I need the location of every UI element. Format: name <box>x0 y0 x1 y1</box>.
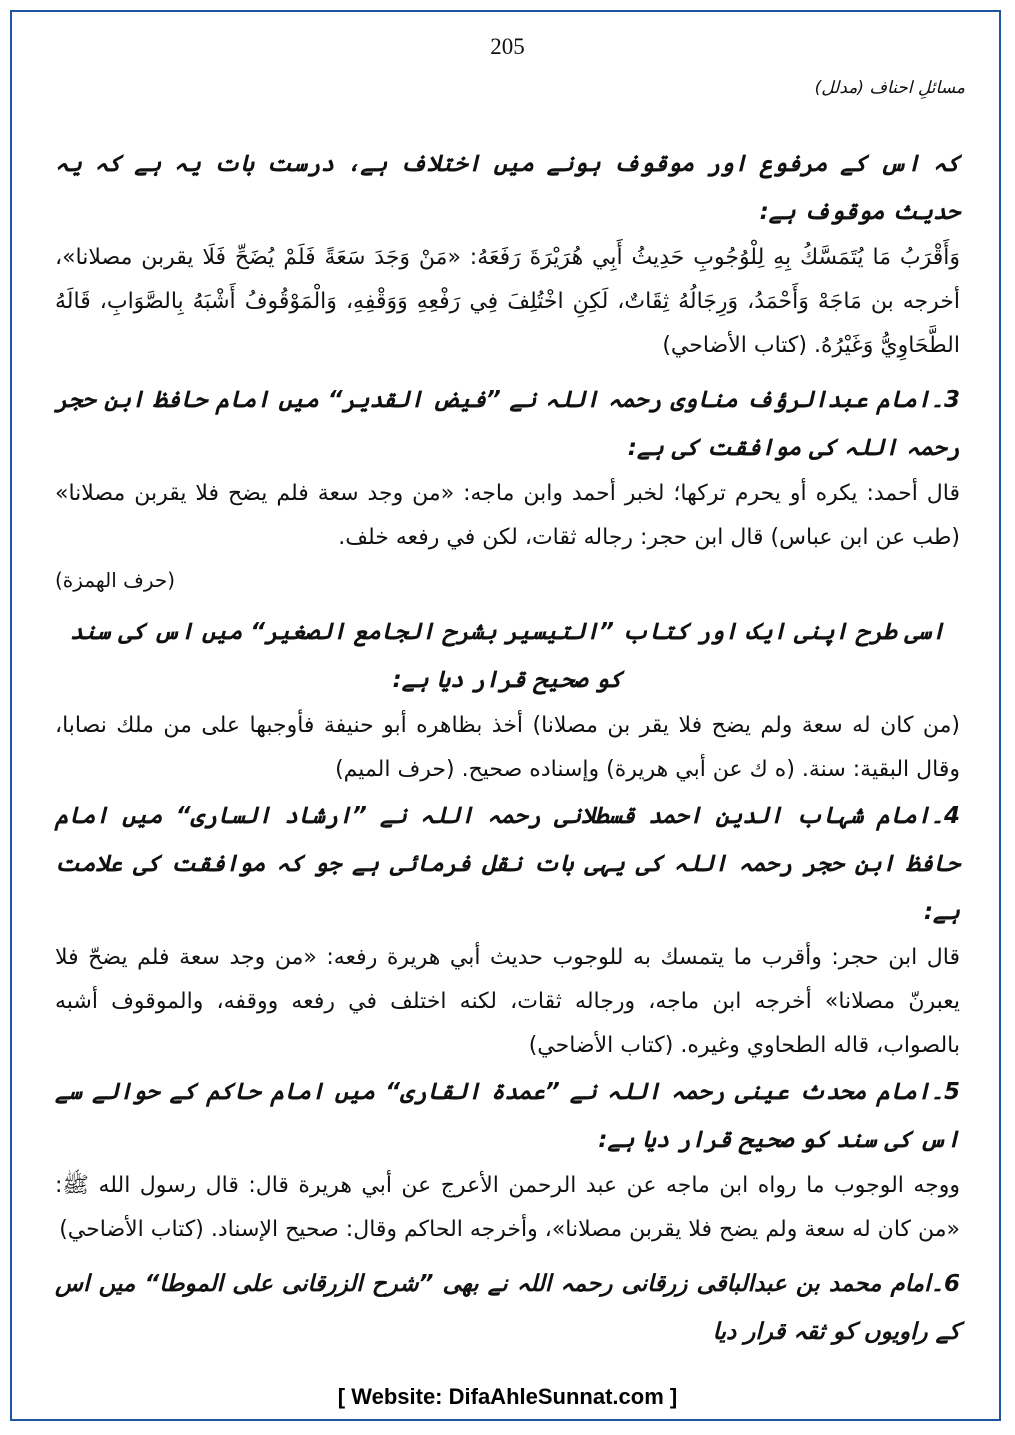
page-number: 205 <box>490 34 525 59</box>
quote-arabic-5: ووجه الوجوب ما رواه ابن ماجه عن عبد الرحمن الأعرج عن أبي هريرة قال: قال رسول الله ﷺ: «من كان له سعة ولم يضح فلا يقربن مصلانا»، وأخرجه الحاكم وقال: صحيح الإسناد. (كتاب الأضاحي) <box>55 1173 960 1242</box>
paragraph-urdu-3: اسی طرح اپنی ایک اور کتاب ”التیسیر بشرح الجامع الصغیر“ میں اس کی سند کو صحیح قرار دیا ہے: <box>70 619 945 693</box>
paragraph-urdu-5: 5۔امام محدث عینی رحمہ اللہ نے ”عمدۃ القاری“ میں امام حاکم کے حوالے سے اس کی سند کو صحیح قرار دیا ہے: <box>55 1079 960 1153</box>
reference-2: (حرف الهمزة) <box>55 568 176 592</box>
paragraph-urdu-1: کہ اس کے مرفوع اور موقوف ہونے میں اختلاف ہے، درست بات یہ ہے کہ یہ حدیث موقوف ہے: <box>55 151 960 225</box>
page-body <box>55 140 960 1356</box>
paragraph-urdu-4: 4۔امام شہاب الدین احمد قسطلانی رحمہ اللہ نے ”ارشاد الساری“ میں امام حافظ ابن حجر رحمہ اللہ کی یہی بات نقل فرمائی ہے جو کہ موافقت کی علامت ہے: <box>55 803 960 925</box>
quote-arabic-2: قال أحمد: يكره أو يحرم تركها؛ لخبر أحمد وابن ماجه: «من وجد سعة فلم يضح فلا يقربن مصلانا» (طب عن ابن عباس) قال ابن حجر: رجاله ثقات، لكن في رفعه خلف. <box>55 481 960 550</box>
running-header: مسائلِ احناف (مدلل) <box>814 78 965 98</box>
website-footer: [ Website: DifaAhleSunnat.com ] <box>337 1384 678 1409</box>
paragraph-urdu-6: 6۔امام محمد بن عبدالباقی زرقانی رحمہ اللہ نے بھی ”شرح الزرقانی علی الموطا“ میں اس کے راویوں کو ثقہ قرار دیا <box>55 1271 960 1345</box>
paragraph-urdu-2: 3۔امام عبدالرؤف مناوی رحمہ اللہ نے ”فیض القدیر“ میں امام حافظ ابن حجر رحمہ اللہ کی موافقت کی ہے: <box>55 387 960 461</box>
quote-arabic-1: وَأَقْرَبُ مَا يُتَمَسَّكُ بِهِ لِلْوُجُوبِ حَدِيثُ أَبِي هُرَيْرَةَ رَفَعَهُ: «مَنْ وَجَدَ سَعَةً فَلَمْ يُضَحِّ فَلَا يقربن مصلانا»، أخرجه بن مَاجَهْ وَأَحْمَدُ، وَرِجَالُهُ ثِقَاتٌ، لَكِنِ اخْتُلِفَ فِي رَفْعِهِ وَوَقْفِهِ، وَالْمَوْقُوفُ أَشْبَهُ بِالصَّوَابِ، قَالَهُ الطَّحَاوِيُّ وَغَيْرُهُ. (كتاب الأضاحي) <box>55 245 960 358</box>
quote-arabic-3: (من كان له سعة ولم يضح فلا يقر بن مصلانا) أخذ بظاهره أبو حنيفة فأوجبها على من ملك نصابا، وقال البقية: سنة. (ه ك عن أبي هريرة) وإسناده صحيح. (حرف الميم) <box>55 713 960 782</box>
quote-arabic-4: قال ابن حجر: وأقرب ما يتمسك به للوجوب حديث أبي هريرة رفعه: «من وجد سعة فلم يضحّ فلا يعبرنّ مصلانا» أخرجه ابن ماجه، ورجاله ثقات، لكنه اختلف في رفعه ووقفه، والموقوف أشبه بالصواب، قاله الطحاوي وغيره. (كتاب الأضاحي) <box>55 945 960 1058</box>
